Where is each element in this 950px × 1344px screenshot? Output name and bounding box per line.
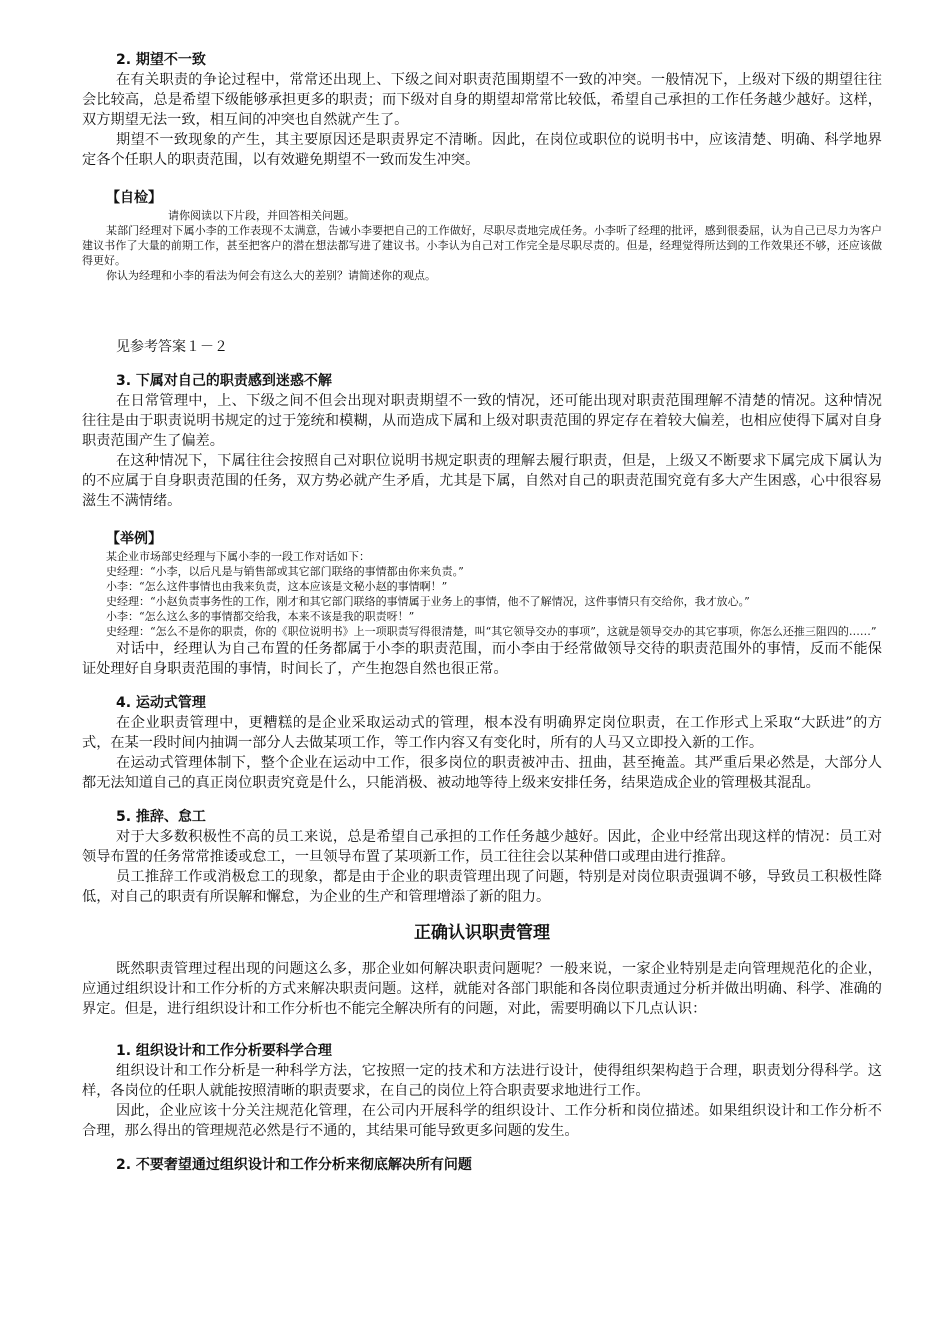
paragraph: 对话中，经理认为自己布置的任务都属于小李的职责范围，而小李由于经常做领导交待的职责范围外的事情，反而不能保证处理好自身职责范围的事情，时间长了，产生抱怨自然也很正常。 — [82, 641, 882, 677]
example-line: 某企业市场部史经理与下属小李的一段工作对话如下： — [106, 550, 370, 563]
selfcheck-box — [82, 188, 882, 283]
paragraph: 因此，企业应该十分关注规范化管理，在公司内开展科学的组织设计、工作分析和岗位描述。如果组织设计和工作分析不合理，那么得出的管理规范必然是行不通的，其结果可能导致更多问题的发生。 — [82, 1103, 882, 1139]
example-line: 小李：“怎么这件事情也由我来负责，这本应该是文秘小赵的事情啊！” — [106, 580, 448, 593]
answer-reference: 见参考答案１－２ — [116, 339, 228, 355]
heading-confused-subordinates: 3. 下属对自己的职责感到迷惑不解 — [116, 373, 332, 389]
selfcheck-body: 某部门经理对下属小李的工作表现不太满意，告诫小李要把自己的工作做好，尽职尽责地完成任务。小李听了经理的批评，感到很委屈，认为自己已尽力为客户建议书作了大量的前期工作，甚至把客户的潜在想法都写进了建议书。小李认为自己对工作完全是尽职尽责的。但是，经理觉得所达到的工作效果还不够，还应该做得更好。 — [82, 224, 882, 267]
selfcheck-intro: 请你阅读以下片段，并回答相关问题。 — [168, 209, 355, 222]
paragraph: 在日常管理中，上、下级之间不但会出现对职责期望不一致的情况，还可能出现对职责范围理解不清楚的情况。这种情况往往是由于职责说明书规定的过于笼统和模糊，从而造成下属和上级对职责范围的界定存在着较大偏差，也相应使得下属对自身职责范围产生了偏差。 — [82, 393, 882, 449]
selfcheck-question: 你认为经理和小李的看法为何会有这么大的差别？请简述你的观点。 — [106, 269, 436, 282]
heading-campaign-management: 4. 运动式管理 — [116, 695, 206, 711]
paragraph: 组织设计和工作分析是一种科学方法，它按照一定的技术和方法进行设计，使得组织架构趋于合理，职责划分得科学。这样，各岗位的任职人就能按照清晰的职责要求，在自己的岗位上符合职责要求地进行工作。 — [82, 1063, 882, 1099]
example-box — [82, 529, 882, 639]
document-page — [82, 50, 882, 1175]
heading-expectation-mismatch: 2. 期望不一致 — [116, 52, 206, 68]
selfcheck-title: 【自检】 — [106, 190, 162, 206]
example-line: 小李：“怎么这么多的事情都交给我，本来不该是我的职责呀！” — [106, 610, 415, 623]
heading-scientific-design: 1. 组织设计和工作分析要科学合理 — [116, 1043, 332, 1059]
paragraph: 既然职责管理过程出现的问题这么多，那企业如何解决职责问题呢？一般来说，一家企业特别是走向管理规范化的企业，应通过组织设计和工作分析的方式来解决职责问题。这样，就能对各部门职能和各岗位职责通过分析并做出明确、科学、准确的界定。但是，进行组织设计和工作分析也不能完全解决所有的问题，对此，需要明确以下几点认识： — [82, 961, 882, 1017]
paragraph: 在运动式管理体制下，整个企业在运动中工作，很多岗位的职责被冲击、扭曲，甚至掩盖。其严重后果必然是，大部分人都无法知道自己的真正岗位职责究竟是什么，只能消极、被动地等待上级来安排任务，结果造成企业的管理极其混乱。 — [82, 755, 882, 791]
paragraph: 对于大多数积极性不高的员工来说，总是希望自己承担的工作任务越少越好。因此，企业中经常出现这样的情况：员工对领导布置的任务常常推诿或怠工，一旦领导布置了某项新工作，员工往往会以某种借口或理由进行推辞。 — [82, 829, 882, 865]
paragraph: 在这种情况下，下属往往会按照自己对职位说明书规定职责的理解去履行职责，但是，上级又不断要求下属完成下属认为的不应属于自身职责范围的任务，双方势必就产生矛盾，尤其是下属，自然对自己的职责范围究竟有多大产生困惑，心中很容易滋生不满情绪。 — [82, 453, 882, 509]
paragraph: 在有关职责的争论过程中，常常还出现上、下级之间对职责范围期望不一致的冲突。一般情况下，上级对下级的期望往往会比较高，总是希望下级能够承担更多的职责；而下级对自身的期望却常常比较低，希望自己承担的工作任务越少越好。这样，双方期望无法一致，相互间的冲突也自然就产生了。 — [82, 72, 882, 128]
example-line: 史经理：“小李，以后凡是与销售部或其它部门联络的事情都由你来负责。” — [106, 565, 464, 578]
paragraph: 期望不一致现象的产生，其主要原因还是职责界定不清晰。因此，在岗位或职位的说明书中，应该清楚、明确、科学地界定各个任职人的职责范围，以有效避免期望不一致而发生冲突。 — [82, 132, 882, 168]
paragraph: 在企业职责管理中，更糟糕的是企业采取运动式的管理，根本没有明确界定岗位职责，在工作形式上采取“大跃进”的方式，在某一段时间内抽调一部分人去做某项工作，等工作内容又有变化时，所有的人马又立即投入新的工作。 — [82, 715, 882, 751]
example-line: 史经理：“怎么不是你的职责，你的《职位说明书》上一项职责写得很清楚，叫“其它领导交办的事项”，这就是领导交办的其它事项，你怎么还推三阻四的……” — [106, 625, 877, 638]
example-line: 史经理：“小赵负责事务性的工作，刚才和其它部门联络的事情属于业务上的事情，他不了解情况，这件事情只有交给你，我才放心。” — [106, 595, 750, 608]
section-title: 正确认识职责管理 — [414, 923, 550, 943]
heading-shirking: 5. 推辞、怠工 — [116, 809, 206, 825]
paragraph: 员工推辞工作或消极怠工的现象，都是由于企业的职责管理出现了问题，特别是对岗位职责强调不够，导致员工积极性降低，对自己的职责有所误解和懈怠，为企业的生产和管理增添了新的阻力。 — [82, 869, 882, 905]
heading-no-silver-bullet: 2. 不要奢望通过组织设计和工作分析来彻底解决所有问题 — [116, 1157, 472, 1173]
example-title: 【举例】 — [106, 531, 162, 547]
